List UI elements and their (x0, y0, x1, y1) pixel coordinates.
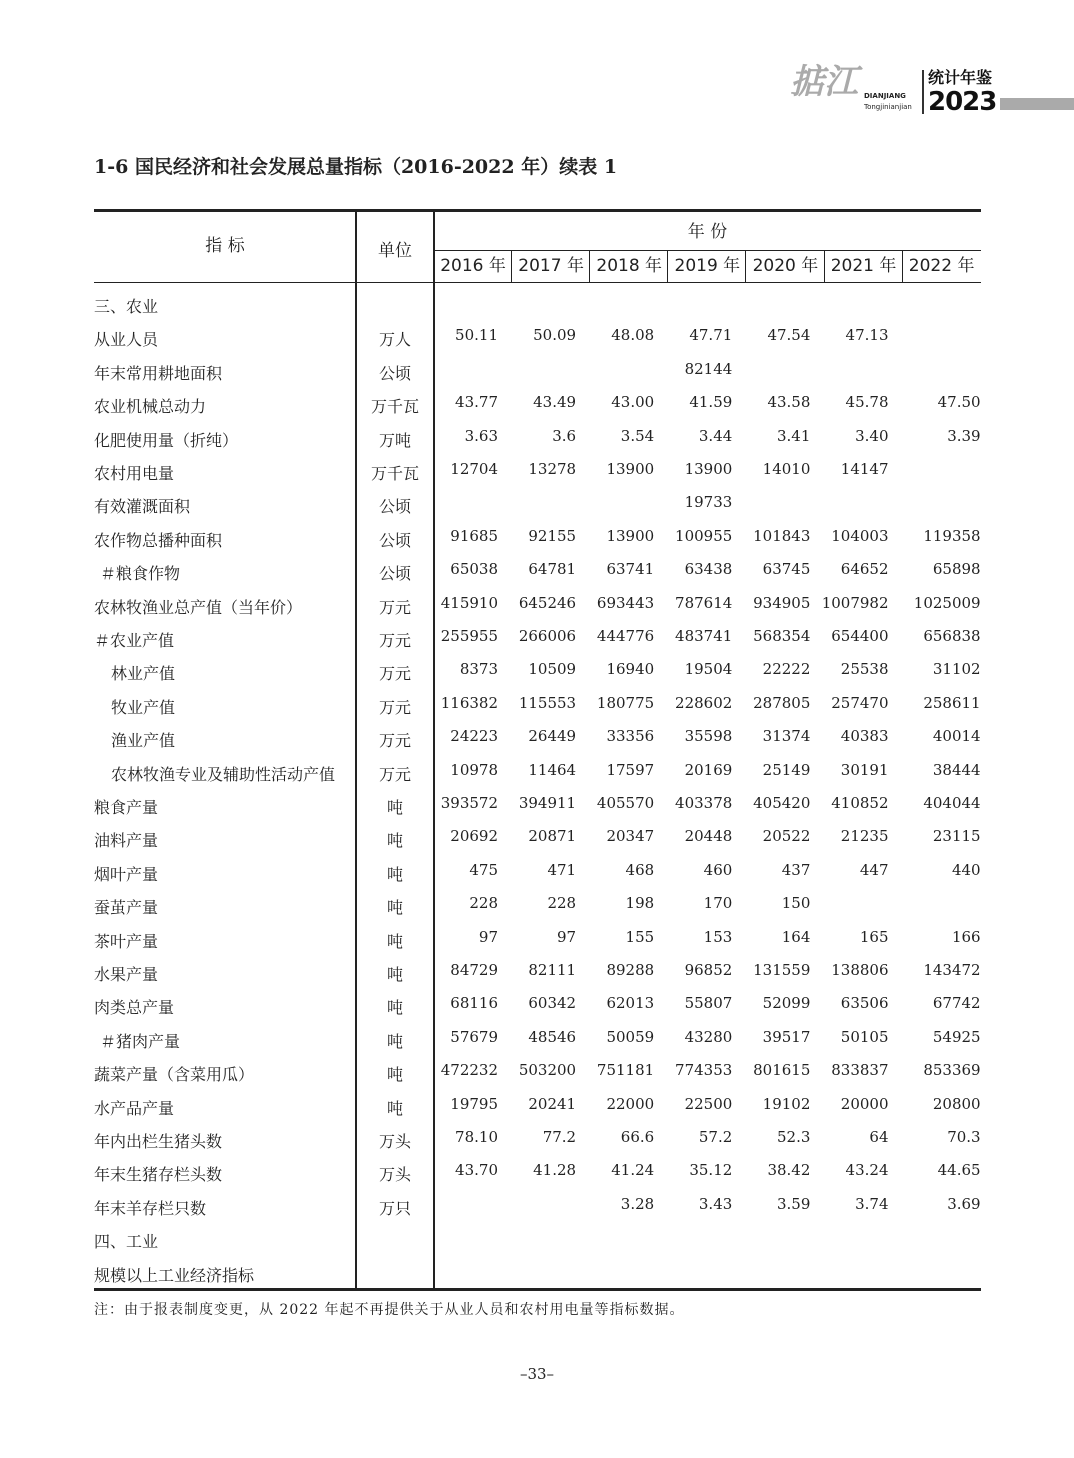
row-unit: 吨 (386, 1065, 403, 1085)
row-value: 41.24 (611, 1161, 655, 1180)
row-indicator: 四、工业 (94, 1232, 159, 1252)
row-value: 14010 (762, 460, 811, 478)
row-indicator: 茶叶产量 (94, 931, 159, 951)
row-unit: 公顷 (378, 530, 411, 550)
row-value: 138806 (831, 961, 889, 979)
table-row (94, 1128, 981, 1164)
row-value: 20692 (450, 827, 498, 846)
row-value: 10978 (450, 760, 498, 779)
row-value: 64 (869, 1128, 889, 1146)
row-value: 266006 (518, 627, 577, 645)
row-value: 64652 (840, 560, 889, 579)
row-value: 89288 (606, 961, 655, 979)
table-row (94, 693, 981, 730)
row-value: 853369 (923, 1061, 981, 1080)
row-value: 13900 (606, 526, 655, 545)
row-value: 50.11 (455, 326, 498, 345)
row-indicator: 农作物总播种面积 (94, 530, 223, 550)
table-row (94, 1265, 981, 1298)
row-value: 116382 (440, 693, 498, 712)
row-unit: 吨 (386, 931, 403, 951)
row-value: 62013 (606, 994, 655, 1013)
row-value: 60342 (528, 994, 577, 1013)
row-value: 3.44 (698, 426, 733, 445)
row-indicator: 农林牧渔业总产值（当年价） (94, 597, 303, 617)
table-row (94, 426, 981, 463)
table-row (94, 927, 981, 964)
row-value: 19795 (450, 1094, 498, 1113)
row-value: 63506 (840, 994, 889, 1013)
table-row (94, 760, 981, 797)
row-value: 751181 (596, 1061, 655, 1080)
row-value: 50.09 (533, 326, 577, 345)
row-indicator: 油料产量 (94, 831, 159, 851)
row-value: 13900 (684, 460, 733, 478)
row-value: 101843 (753, 526, 811, 545)
row-value: 568354 (753, 627, 811, 645)
row-value: 654400 (831, 627, 889, 645)
row-value: 503200 (518, 1061, 577, 1080)
table-row (94, 526, 981, 563)
row-unit: 万元 (378, 764, 411, 784)
row-value: 38.42 (767, 1161, 811, 1180)
row-unit: 公顷 (378, 564, 411, 584)
row-value: 19504 (684, 660, 733, 679)
row-indicator: 年末生猪存栏头数 (94, 1165, 223, 1185)
row-value: 404044 (923, 794, 981, 812)
row-value: 198 (625, 894, 655, 913)
row-value: 19733 (684, 493, 733, 512)
row-value: 43.77 (455, 393, 498, 412)
row-indicator: 年末常用耕地面积 (94, 363, 223, 383)
row-indicator: 化肥使用量（折纯） (94, 430, 239, 450)
row-value: 8373 (459, 660, 498, 679)
table-row (94, 1094, 981, 1131)
table-row (94, 1027, 981, 1064)
row-value: 934905 (753, 593, 811, 612)
header-year: 2018 年 (596, 256, 663, 276)
row-value: 43.70 (455, 1161, 498, 1180)
row-value: 3.39 (947, 426, 981, 445)
row-value: 394911 (518, 794, 577, 812)
logo-calligraphy: 掂江 (790, 62, 858, 102)
row-value: 475 (469, 860, 498, 879)
row-value: 153 (703, 927, 733, 946)
row-value: 20347 (606, 827, 655, 846)
row-value: 41.59 (689, 393, 733, 412)
row-value: 10509 (528, 660, 577, 679)
row-value: 77.2 (542, 1128, 577, 1146)
row-unit: 公顷 (378, 363, 411, 383)
row-unit: 万元 (378, 631, 411, 650)
row-value: 440 (951, 860, 981, 879)
table-note: 注：由于报表制度变更，从 2022 年起不再提供关于从业人员和农村用电量等指标数据。 (94, 1302, 685, 1318)
row-unit: 吨 (386, 798, 403, 817)
row-indicator: 粮食产量 (94, 798, 159, 817)
row-unit: 万吨 (378, 430, 411, 450)
row-unit: 万千瓦 (370, 464, 419, 483)
table-row (94, 493, 981, 529)
table-top-rule (94, 209, 981, 212)
row-value: 43.49 (533, 393, 577, 412)
row-value: 39517 (762, 1027, 811, 1046)
header-year: 2019 年 (674, 256, 741, 276)
row-unit: 万只 (378, 1198, 411, 1218)
page-title: 1-6 国民经济和社会发展总量指标（2016-2022 年）续表 1 (94, 156, 618, 178)
header-year: 2021 年 (830, 256, 897, 276)
row-value: 63745 (762, 560, 811, 579)
header-unit: 单位 (378, 241, 412, 261)
row-value: 166 (951, 927, 981, 946)
row-value: 82111 (528, 961, 577, 979)
row-value: 3.69 (947, 1194, 981, 1213)
row-value: 393572 (440, 794, 498, 812)
row-value: 63438 (684, 560, 733, 579)
row-value: 40383 (840, 727, 889, 746)
row-value: 100955 (675, 526, 733, 545)
row-value: 20241 (528, 1094, 577, 1113)
table-row (94, 1161, 981, 1197)
row-value: 437 (781, 860, 811, 879)
year-divider (667, 251, 668, 282)
row-indicator: 水产品产量 (94, 1098, 175, 1118)
row-value: 97 (557, 927, 577, 946)
row-value: 22222 (762, 660, 811, 679)
row-indicator: 蔬菜产量（含菜用瓜） (94, 1065, 255, 1085)
row-value: 44.65 (937, 1161, 981, 1180)
row-value: 150 (781, 894, 811, 913)
row-value: 66.6 (620, 1128, 655, 1146)
row-indicator: 三、农业 (94, 297, 159, 316)
row-value: 25149 (762, 760, 811, 779)
row-value: 26449 (528, 727, 577, 746)
row-value: 47.54 (767, 326, 811, 345)
row-value: 43.24 (845, 1161, 889, 1180)
row-value: 13900 (606, 460, 655, 478)
row-value: 444776 (596, 627, 655, 645)
row-value: 50059 (606, 1027, 655, 1046)
row-value: 20522 (762, 827, 811, 846)
table-row (94, 1061, 981, 1097)
row-unit: 万元 (378, 664, 411, 684)
logo-subtitle: 统计年鉴 (928, 68, 993, 87)
row-value: 40014 (932, 727, 981, 746)
row-unit: 万头 (378, 1132, 411, 1151)
header-indicator: 指 标 (205, 236, 245, 256)
row-value: 41.28 (533, 1161, 577, 1180)
row-value: 52099 (762, 994, 811, 1013)
row-value: 228 (547, 894, 577, 913)
row-indicator: 肉类总产量 (94, 998, 175, 1018)
row-value: 38444 (932, 760, 981, 779)
row-indicator: 林业产值 (111, 664, 176, 684)
row-unit: 万头 (378, 1165, 411, 1185)
row-value: 165 (859, 927, 889, 946)
row-value: 25538 (840, 660, 889, 679)
row-value: 405420 (753, 794, 811, 812)
row-value: 16940 (606, 660, 655, 679)
row-unit: 吨 (386, 998, 403, 1018)
row-value: 13278 (528, 460, 577, 478)
table-row (94, 860, 981, 897)
row-value: 164 (781, 927, 811, 946)
row-indicator: ＃农业产值 (94, 631, 175, 650)
row-indicator: 牧业产值 (111, 697, 176, 717)
year-divider (824, 251, 825, 282)
row-unit: 公顷 (378, 497, 411, 517)
row-value: 471 (547, 860, 577, 879)
row-value: 47.50 (937, 393, 981, 412)
row-value: 96852 (684, 961, 733, 979)
row-value: 48.08 (611, 326, 655, 345)
row-value: 31102 (932, 660, 981, 679)
row-value: 52.3 (776, 1128, 811, 1146)
row-value: 143472 (923, 961, 981, 979)
row-value: 65038 (450, 560, 498, 579)
table-row (94, 1231, 981, 1264)
row-unit: 吨 (386, 864, 403, 884)
year-divider (511, 251, 512, 282)
row-value: 483741 (675, 627, 733, 645)
row-value: 65898 (932, 560, 981, 579)
row-unit: 万元 (378, 597, 411, 617)
year-header-rule (434, 250, 981, 251)
row-value: 35.12 (689, 1161, 733, 1180)
row-value: 656838 (923, 627, 981, 645)
row-unit: 万元 (378, 697, 411, 717)
table-row (94, 1194, 981, 1231)
row-indicator: 农林牧渔专业及辅助性活动产值 (111, 764, 336, 784)
row-value: 833837 (831, 1061, 889, 1080)
row-value: 63741 (606, 560, 655, 579)
row-unit: 万元 (378, 731, 411, 751)
row-value: 19102 (762, 1094, 811, 1113)
logo-pinyin: DIANJIANG (864, 92, 906, 100)
row-value: 47.71 (689, 326, 733, 345)
logo-year: 2023 (928, 87, 997, 117)
table-row (94, 794, 981, 830)
row-value: 12704 (450, 460, 498, 478)
table-row (94, 894, 981, 930)
row-value: 50105 (840, 1027, 889, 1046)
year-divider (589, 251, 590, 282)
row-value: 14147 (840, 460, 889, 478)
row-indicator: 年内出栏生猪头数 (94, 1132, 223, 1151)
row-value: 115553 (518, 693, 577, 712)
year-divider (902, 251, 903, 282)
row-value: 257470 (831, 693, 889, 712)
row-value: 228 (469, 894, 498, 913)
row-value: 30191 (840, 760, 889, 779)
row-value: 33356 (606, 727, 655, 746)
row-value: 17597 (606, 760, 655, 779)
row-value: 1025009 (913, 593, 981, 612)
row-unit: 万千瓦 (370, 397, 419, 417)
row-value: 228602 (675, 693, 733, 712)
row-indicator: ＃猪肉产量 (100, 1031, 181, 1051)
row-value: 104003 (831, 526, 889, 545)
header-year-group: 年 份 (687, 222, 728, 242)
row-unit: 吨 (386, 1098, 403, 1118)
table-row (94, 727, 981, 763)
row-value: 23115 (932, 827, 981, 846)
row-value: 97 (478, 927, 498, 946)
header-year: 2022 年 (908, 256, 975, 276)
row-value: 645246 (518, 593, 577, 612)
row-unit: 吨 (386, 1031, 403, 1051)
row-value: 787614 (675, 593, 733, 612)
row-indicator: ＃粮食作物 (100, 564, 181, 584)
row-value: 155 (625, 927, 655, 946)
row-indicator: 农业机械总动力 (94, 397, 207, 417)
row-indicator: 从业人员 (94, 330, 159, 350)
header-bottom-rule (94, 282, 981, 283)
row-value: 3.28 (620, 1194, 655, 1213)
row-value: 55807 (684, 994, 733, 1013)
row-value: 20000 (840, 1094, 889, 1113)
header-year: 2020 年 (752, 256, 819, 276)
row-value: 68116 (450, 994, 498, 1013)
row-value: 693443 (596, 593, 655, 612)
row-value: 20871 (528, 827, 577, 846)
row-value: 45.78 (845, 393, 889, 412)
row-value: 54925 (932, 1027, 981, 1046)
header-year: 2017 年 (518, 256, 584, 276)
row-value: 3.63 (464, 426, 498, 445)
row-value: 43280 (684, 1027, 733, 1046)
row-value: 180775 (596, 693, 655, 712)
logo-pinyin-sub: Tongjinianjian (864, 103, 912, 111)
row-value: 20448 (684, 827, 733, 846)
row-value: 3.74 (855, 1194, 889, 1213)
row-indicator: 规模以上工业经济指标 (94, 1265, 255, 1285)
row-value: 131559 (753, 961, 811, 979)
row-indicator: 渔业产值 (111, 731, 176, 751)
row-value: 31374 (762, 727, 811, 746)
year-divider (745, 251, 746, 282)
row-value: 57679 (450, 1027, 498, 1046)
table-row (94, 560, 981, 596)
row-value: 70.3 (947, 1128, 981, 1146)
page-number: –33– (519, 1365, 555, 1383)
row-value: 170 (703, 894, 733, 913)
row-value: 22500 (684, 1094, 733, 1113)
table-row (94, 660, 981, 696)
row-value: 468 (625, 860, 655, 879)
row-value: 403378 (675, 794, 733, 812)
row-value: 1007982 (821, 593, 889, 612)
row-value: 78.10 (455, 1128, 498, 1146)
table-row (94, 961, 981, 997)
row-value: 22000 (606, 1094, 655, 1113)
table-row (94, 460, 981, 496)
table-row (94, 827, 981, 863)
row-value: 48546 (528, 1027, 577, 1046)
row-value: 57.2 (698, 1128, 733, 1146)
row-value: 20169 (684, 760, 733, 779)
row-value: 24223 (450, 727, 498, 746)
row-value: 774353 (675, 1061, 733, 1080)
row-value: 20800 (932, 1094, 981, 1113)
row-value: 84729 (450, 961, 498, 979)
row-value: 415910 (440, 593, 498, 612)
table-row (94, 393, 981, 429)
row-value: 47.13 (845, 326, 889, 345)
row-indicator: 蚕茧产量 (94, 898, 159, 918)
row-indicator: 年末羊存栏只数 (94, 1198, 207, 1218)
row-value: 447 (859, 860, 889, 879)
logo-divider (922, 70, 924, 114)
row-value: 43.58 (767, 393, 811, 412)
row-unit: 万人 (378, 330, 411, 350)
row-value: 255955 (440, 627, 498, 645)
row-value: 3.59 (776, 1194, 811, 1213)
row-value: 460 (703, 860, 733, 879)
row-value: 472232 (440, 1061, 498, 1080)
header-gray-bar (1000, 98, 1074, 110)
row-value: 3.40 (855, 426, 889, 445)
row-value: 67742 (932, 994, 981, 1013)
row-value: 119358 (923, 526, 981, 545)
row-unit: 吨 (386, 898, 403, 918)
row-value: 405570 (596, 794, 655, 812)
table-row (94, 326, 981, 362)
row-value: 258611 (923, 693, 981, 712)
table-row (94, 627, 981, 663)
row-value: 287805 (753, 693, 811, 712)
row-value: 410852 (831, 794, 889, 812)
table-row (94, 359, 981, 396)
table-row (94, 994, 981, 1030)
row-unit: 吨 (386, 831, 403, 851)
yearbook-logo (790, 58, 1074, 122)
row-value: 3.54 (620, 426, 655, 445)
row-unit: 吨 (386, 965, 403, 984)
row-value: 3.6 (552, 426, 577, 445)
row-value: 82144 (684, 359, 733, 378)
row-value: 91685 (450, 526, 498, 545)
table-row (94, 593, 981, 630)
row-value: 3.43 (698, 1194, 733, 1213)
row-value: 11464 (528, 760, 577, 779)
row-value: 64781 (528, 560, 577, 579)
row-value: 43.00 (611, 393, 655, 412)
header-year: 2016 年 (440, 256, 506, 276)
table-row (94, 296, 981, 329)
row-indicator: 水果产量 (94, 965, 159, 984)
row-indicator: 农村用电量 (94, 464, 175, 483)
row-value: 3.41 (776, 426, 811, 445)
row-indicator: 烟叶产量 (94, 864, 159, 884)
row-value: 92155 (528, 526, 577, 545)
row-value: 801615 (753, 1061, 811, 1080)
row-indicator: 有效灌溉面积 (94, 497, 191, 517)
row-value: 21235 (840, 827, 889, 846)
row-value: 35598 (684, 727, 733, 746)
